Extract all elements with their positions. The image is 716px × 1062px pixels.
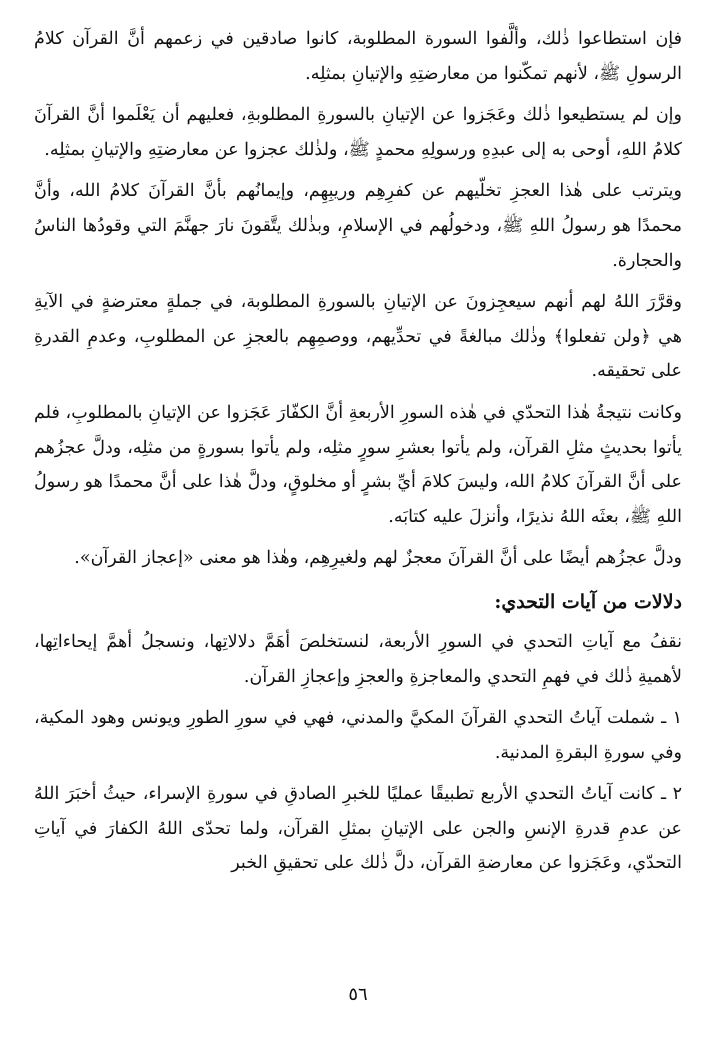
paragraph-2: وإن لم يستطيعوا ذٰلك وعَجَزوا عن الإتيانِ بالسورةِ المطلوبةِ، فعليهم أن يَعْلَموا أنَّ القرآنَ كلامُ اللهِ، أوحى به إلى عبدِهِ ورسولِهِ محمدٍ ﷺ، ولذٰلك عجزوا عن معارضتِهِ والإتيانِ بمثلِه. <box>34 105 682 160</box>
paragraph-1: فإن استطاعوا ذٰلك، وألَّفوا السورة المطلوبة، كانوا صادقين في زعمهم أنَّ القرآن كلامُ الرسولِ ﷺ، لأنهم تمكّنوا من معارضتِهِ والإتيانِ بمثلِه. <box>34 29 682 84</box>
section-heading: دلالات من آيات التحدي: <box>494 590 682 613</box>
paragraph-4: وقرَّرَ اللهُ لهم أنهم سيعجِزونَ عن الإتيانِ بالسورةِ المطلوبة، في جملةٍ معترضةٍ في الآيةِ هي ﴿ولن تفعلوا﴾ وذٰلك مبالغةً في تحدِّيهم، ووصمِهِم بالعجزِ عن المطلوبِ، وعدمِ القدرةِ على تحقيقه. <box>34 292 682 382</box>
list-item-2: ٢ ـ كانت آياتُ التحدي الأربع تطبيقًا عمليًا للخبرِ الصادقِ في سورةِ الإسراء، حيثُ أخبَرَ اللهُ عن عدمِ قدرةِ الإنسِ والجن على الإتيانِ بمثلِ القرآن، ولما تحدّى اللهُ الكفارَ في آياتِ التحدّي، وعَجَزوا عن معارضةِ القرآن، دلَّ ذٰلك على تحقيقِ الخبر <box>34 784 682 874</box>
paragraph-3: ويترتب على هٰذا العجزِ تخلّيهم عن كفرِهِم وريبِهِم، وإيمانُهم بأنَّ القرآنَ كلامُ الله، وأنَّ محمدًا هو رسولُ اللهِ ﷺ، ودخولُهم في الإسلامِ، وبذٰلك يتَّقونَ نارَ جهنَّمَ التي وقودُها الناسُ والحجارة. <box>34 181 682 271</box>
page-number: ٥٦ <box>348 984 368 1005</box>
paragraph-7: نقفُ مع آياتِ التحدي في السورِ الأربعة، لنستخلصَ أهَمَّ دلالاتِها، ونسجلُ أهمَّ إيحاءاتِها، لأهميةِ ذٰلك في فهمِ التحدي والمعاجزةِ والعجزِ وإعجازِ القرآن. <box>34 631 682 687</box>
paragraph-5: وكانت نتيجةُ هٰذا التحدّي في هٰذه السورِ الأربعةِ أنَّ الكفّارَ عَجَزوا عن الإتيانِ بالمطلوبِ، فلم يأتوا بحديثٍ مثلِ القرآن، ولم يأتوا بعشرِ سورٍ مثلِه، ولم يأتوا بسورةٍ من مثلِه، ودلَّ عجزُهم على أنَّ القرآنَ كلامُ الله، وليسَ كلامَ أيِّ بشرٍ أو مخلوقٍ، ودلَّ هٰذا على أنَّ محمدًا هو رسولُ اللهِ ﷺ، بعثَه اللهُ نذيرًا، وأنزلَ عليه كتابَه. <box>34 402 682 527</box>
paragraph-6: ودلَّ عجزُهم أيضًا على أنَّ القرآنَ معجزٌ لهم ولغيرِهِم، وهٰذا هو معنى «إعجاز القرآن». <box>74 548 682 569</box>
list-item-1: ١ ـ شملت آياتُ التحدي القرآنَ المكيَّ والمدني، فهي في سورِ الطورِ ويونس وهود المكية، وفي سورةِ البقرةِ المدنية. <box>34 708 682 763</box>
